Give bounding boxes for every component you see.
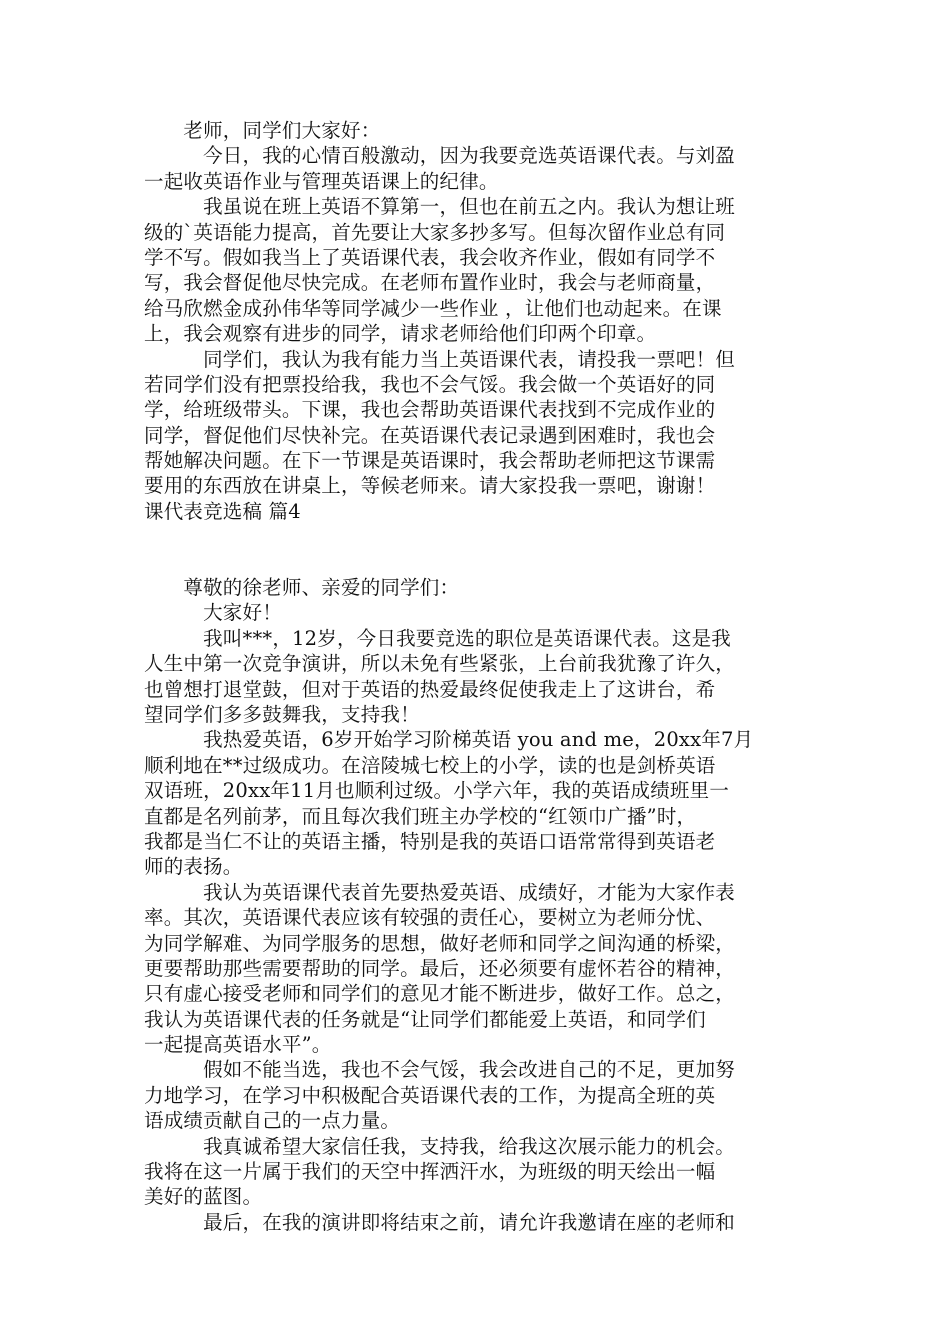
text-line: 更要帮助那些需要帮助的同学。最后，还必须要有虚怀若谷的精神， [144, 956, 736, 980]
text-line: 我虽说在班上英语不算第一，但也在前五之内。我认为想让班 [144, 195, 736, 219]
text-line: 师的表扬。 [144, 855, 243, 879]
text-line: 望同学们多多鼓舞我，支持我！ [144, 703, 420, 726]
text-line: 我热爱英语，6岁开始学习阶梯英语 you and me，20xx年7月 [144, 728, 754, 752]
text-line: 双语班，20xx年11月也顺利过级。小学六年，我的英语成绩班里一 [144, 779, 730, 803]
text-line: 我都是当仁不让的英语主播，特别是我的英语口语常常得到英语老 [144, 829, 716, 853]
text-line: 级的`英语能力提高，首先要让大家多抄多写。但每次留作业总有同 [144, 220, 726, 244]
text-line: 要用的东西放在讲桌上，等候老师来。请大家投我一票吧，谢谢！ [144, 474, 716, 498]
text-line: 今日，我的心情百般激动，因为我要竞选英语课代表。与刘盈 [144, 144, 736, 168]
text-line: 大家好！ [144, 601, 282, 625]
text-line: 直都是名列前茅，而且每次我们班主办学校的“红领巾广播”时， [144, 804, 697, 828]
text-line: 同学，督促他们尽快补完。在英语课代表记录遇到困难时，我也会 [144, 423, 716, 447]
text-line: 我将在这一片属于我们的天空中挥洒汗水，为班级的明天绘出一幅 [144, 1160, 716, 1184]
text-line: 上，我会观察有进步的同学，请求老师给他们印两个印章。 [144, 322, 657, 346]
text-line: 课代表竞选稿 篇4 [144, 499, 301, 523]
text-line: 写，我会督促他尽快完成。在老师布置作业时，我会与老师商量， [144, 271, 716, 295]
speech-section-2 [144, 575, 824, 1235]
section-gap [144, 524, 824, 575]
text-line: 老师，同学们大家好： [144, 119, 381, 142]
text-line: 学，给班级带头。下课，我也会帮助英语课代表找到不完成作业的 [144, 398, 716, 422]
text-line: 假如不能当选，我也不会气馁，我会改进自己的不足，更加努 [144, 1058, 736, 1082]
speech-section-1 [144, 118, 824, 524]
text-line: 人生中第一次竞争演讲，所以未免有些紧张，上台前我犹豫了许久， [144, 652, 736, 676]
text-line: 尊敬的徐老师、亲爱的同学们： [144, 576, 460, 600]
text-line: 最后，在我的演讲即将结束之前，请允许我邀请在座的老师和 [144, 1210, 736, 1234]
text-line: 若同学们没有把票投给我，我也不会气馁。我会做一个英语好的同 [144, 372, 716, 396]
text-line: 力地学习，在学习中积极配合英语课代表的工作，为提高全班的英 [144, 1083, 716, 1107]
text-line: 只有虚心接受老师和同学们的意见才能不断进步，做好工作。总之， [144, 982, 736, 1006]
document-page [144, 118, 824, 1235]
text-line: 率。其次，英语课代表应该有较强的责任心，要树立为老师分忧、 [144, 906, 716, 930]
text-line: 为同学解难、为同学服务的思想，做好老师和同学之间沟通的桥梁， [144, 931, 736, 955]
text-line: 一起提高英语水平”。 [144, 1033, 332, 1057]
text-line: 给马欣燃金成孙伟华等同学减少一些作业 ，让他们也动起来。在课 [144, 296, 722, 320]
text-line: 我认为英语课代表的任务就是“让同学们都能爱上英语，和同学们 [144, 1007, 706, 1031]
text-line: 我叫***，12岁，今日我要竞选的职位是英语课代表。这是我 [144, 626, 731, 650]
text-line: 同学们，我认为我有能力当上英语课代表，请投我一票吧！但 [144, 347, 736, 371]
text-line: 一起收英语作业与管理英语课上的纪律。 [144, 169, 499, 193]
text-line: 我真诚希望大家信任我，支持我，给我这次展示能力的机会。 [144, 1134, 736, 1158]
text-line: 学不写。假如我当上了英语课代表，我会收齐作业，假如有同学不 [144, 245, 716, 269]
text-line: 语成绩贡献自己的一点力量。 [144, 1109, 401, 1133]
text-line: 也曾想打退堂鼓，但对于英语的热爱最终促使我走上了这讲台，希 [144, 677, 716, 701]
text-line: 顺利地在**过级成功。在涪陵城七校上的小学，读的也是剑桥英语 [144, 753, 716, 777]
text-line: 帮她解决问题。在下一节课是英语课时，我会帮助老师把这节课需 [144, 449, 716, 473]
text-line: 我认为英语课代表首先要热爱英语、成绩好，才能为大家作表 [144, 880, 736, 904]
text-line: 美好的蓝图。 [144, 1185, 263, 1209]
